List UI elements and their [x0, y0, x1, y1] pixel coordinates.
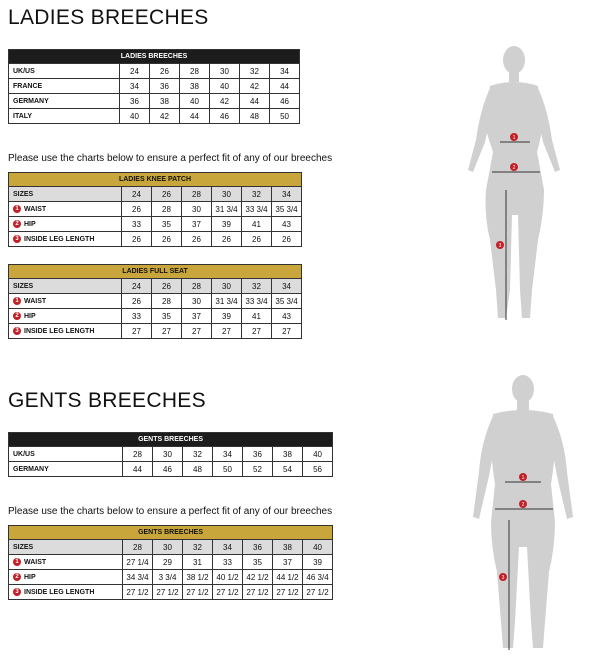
table-cell: 39 [212, 217, 242, 232]
table-cell: 44 [270, 79, 300, 94]
gents-body-figure [465, 372, 585, 657]
table-cell: 30 [212, 279, 242, 294]
table-cell: 46 [210, 109, 240, 124]
table-cell: 56 [303, 462, 333, 477]
table-cell: 48 [183, 462, 213, 477]
table-cell: 38 1/2 [183, 570, 213, 585]
table-cell: 38 [180, 79, 210, 94]
table-cell: 36 [120, 94, 150, 109]
table-cell: 26 [272, 232, 302, 247]
table-cell: 27 [152, 324, 182, 339]
table-cell: 38 [273, 447, 303, 462]
table-cell: 32 [242, 187, 272, 202]
table-cell [9, 570, 123, 585]
svg-text:3: 3 [501, 575, 505, 581]
row-label: INSIDE LEG LENGTH [24, 327, 95, 335]
marker-3-icon [499, 573, 507, 581]
table-cell: 33 3/4 [242, 202, 272, 217]
ladies-knee-patch-table [8, 172, 302, 247]
table-cell: 26 [150, 64, 180, 79]
ladies-full-seat-table [8, 264, 302, 339]
table-cell: SIZES [9, 540, 123, 555]
table-row [9, 279, 302, 294]
table-cell: 26 [152, 279, 182, 294]
table-cell: GERMANY [9, 462, 123, 477]
row-label: HIP [24, 312, 36, 320]
gents-title: GENTS BREECHES [8, 389, 206, 412]
table-cell: 50 [213, 462, 243, 477]
table-cell: 26 [122, 232, 152, 247]
table-cell: 24 [120, 64, 150, 79]
row-label: INSIDE LEG LENGTH [24, 235, 95, 243]
table-row [9, 309, 302, 324]
table-cell: 30 [153, 540, 183, 555]
table-cell: 34 3/4 [123, 570, 153, 585]
table-cell: 34 [270, 64, 300, 79]
table-caption: LADIES BREECHES [9, 50, 300, 64]
table-cell: 44 [180, 109, 210, 124]
table-row [9, 79, 300, 94]
svg-text:2: 2 [521, 502, 525, 508]
table-cell: 33 [213, 555, 243, 570]
table-cell: 42 1/2 [243, 570, 273, 585]
marker-badge: 2 [13, 312, 21, 320]
table-row [9, 109, 300, 124]
table-cell: UK/US [9, 64, 120, 79]
table-cell: 43 [272, 217, 302, 232]
table-cell: 41 [242, 217, 272, 232]
table-caption: LADIES KNEE PATCH [9, 173, 302, 187]
table-row [9, 585, 333, 600]
table-cell: 27 1/2 [183, 585, 213, 600]
table-cell: 32 [183, 540, 213, 555]
table-cell: ITALY [9, 109, 120, 124]
female-silhouette [468, 46, 560, 318]
marker-badge: 1 [13, 205, 21, 213]
table-cell: 35 3/4 [272, 202, 302, 217]
table-cell: 43 [272, 309, 302, 324]
table-cell: 34 [272, 187, 302, 202]
table-cell: 40 1/2 [213, 570, 243, 585]
table-cell: 3 3/4 [153, 570, 183, 585]
table-cell: 33 [122, 309, 152, 324]
table-cell: 44 [240, 94, 270, 109]
table-cell: 27 [272, 324, 302, 339]
table-cell: 30 [210, 64, 240, 79]
table-cell: 40 [210, 79, 240, 94]
table-cell: 28 [123, 540, 153, 555]
table-cell: 28 [180, 64, 210, 79]
table-cell: 40 [303, 447, 333, 462]
table-cell: 42 [240, 79, 270, 94]
table-cell: 27 1/2 [153, 585, 183, 600]
table-row [9, 202, 302, 217]
table-cell: 46 3/4 [303, 570, 333, 585]
table-cell: 30 [182, 202, 212, 217]
marker-1-icon [510, 133, 518, 141]
table-cell: 31 [183, 555, 213, 570]
table-cell: 32 [240, 64, 270, 79]
table-cell: 27 1/4 [123, 555, 153, 570]
row-label: INSIDE LEG LENGTH [24, 588, 95, 596]
table-cell [9, 202, 122, 217]
table-cell: 27 1/2 [213, 585, 243, 600]
table-cell: 30 [212, 187, 242, 202]
table-cell: 31 3/4 [212, 294, 242, 309]
table-cell [9, 217, 122, 232]
table-cell: SIZES [9, 187, 122, 202]
table-cell: 37 [182, 309, 212, 324]
table-row [9, 232, 302, 247]
table-cell: 30 [182, 294, 212, 309]
svg-text:1: 1 [512, 135, 516, 141]
table-cell: 36 [243, 540, 273, 555]
table-cell: 26 [122, 202, 152, 217]
table-row [9, 555, 333, 570]
table-cell [9, 555, 123, 570]
table-cell: 39 [212, 309, 242, 324]
table-cell: 28 [123, 447, 153, 462]
gents-conversion-table [8, 432, 333, 477]
table-cell: 42 [150, 109, 180, 124]
ladies-body-figure [440, 40, 570, 330]
table-cell: 24 [122, 279, 152, 294]
table-cell: 34 [213, 447, 243, 462]
marker-1-icon [519, 473, 527, 481]
marker-badge: 2 [13, 573, 21, 581]
table-cell: 27 [182, 324, 212, 339]
table-cell: 54 [273, 462, 303, 477]
table-cell: 40 [120, 109, 150, 124]
table-cell: 52 [243, 462, 273, 477]
marker-3-icon [496, 241, 504, 249]
table-cell: 50 [270, 109, 300, 124]
table-cell: 37 [182, 217, 212, 232]
row-label: HIP [24, 220, 36, 228]
table-cell: 27 1/2 [123, 585, 153, 600]
table-cell [9, 324, 122, 339]
table-row [9, 217, 302, 232]
table-cell: 36 [150, 79, 180, 94]
table-cell: 26 [122, 294, 152, 309]
row-label: WAIST [24, 205, 47, 213]
table-cell: 40 [180, 94, 210, 109]
table-cell: 38 [150, 94, 180, 109]
table-cell: 27 [212, 324, 242, 339]
table-cell: 44 1/2 [273, 570, 303, 585]
table-cell [9, 585, 123, 600]
table-cell: 26 [182, 232, 212, 247]
gents-fit-note: Please use the charts below to ensure a perfect fit of any of our breeches [8, 506, 333, 517]
gents-measure-table [8, 525, 333, 600]
svg-text:2: 2 [512, 165, 516, 171]
table-cell: UK/US [9, 447, 123, 462]
marker-badge: 1 [13, 558, 21, 566]
table-cell: 26 [152, 232, 182, 247]
table-cell: 33 [122, 217, 152, 232]
table-cell: 42 [210, 94, 240, 109]
table-cell: 48 [240, 109, 270, 124]
marker-badge: 3 [13, 588, 21, 596]
table-cell: 29 [153, 555, 183, 570]
table-cell: 40 [303, 540, 333, 555]
marker-badge: 2 [13, 220, 21, 228]
table-cell: 24 [122, 187, 152, 202]
table-cell: 26 [152, 187, 182, 202]
table-cell: 44 [123, 462, 153, 477]
table-cell: 32 [242, 279, 272, 294]
marker-2-icon [519, 500, 527, 508]
table-cell: 26 [242, 232, 272, 247]
table-row [9, 94, 300, 109]
table-cell: 37 [273, 555, 303, 570]
ladies-title: LADIES BREECHES [8, 6, 209, 29]
male-silhouette [473, 375, 573, 648]
table-caption: GENTS BREECHES [9, 433, 333, 447]
row-label: WAIST [24, 558, 47, 566]
row-label: HIP [24, 573, 36, 581]
table-cell: 27 1/2 [273, 585, 303, 600]
table-cell: 35 [152, 217, 182, 232]
table-cell: 35 3/4 [272, 294, 302, 309]
table-cell: 31 3/4 [212, 202, 242, 217]
svg-text:1: 1 [521, 475, 525, 481]
table-cell: 35 [243, 555, 273, 570]
marker-badge: 3 [13, 235, 21, 243]
table-cell: 27 1/2 [243, 585, 273, 600]
table-row [9, 187, 302, 202]
table-cell: 33 3/4 [242, 294, 272, 309]
table-cell: 34 [213, 540, 243, 555]
table-caption: GENTS BREECHES [9, 526, 333, 540]
table-cell: 34 [120, 79, 150, 94]
table-cell: 27 [242, 324, 272, 339]
table-cell: 28 [182, 279, 212, 294]
table-cell [9, 309, 122, 324]
table-caption: LADIES FULL SEAT [9, 265, 302, 279]
table-cell: 28 [182, 187, 212, 202]
table-row [9, 462, 333, 477]
ladies-conversion-table [8, 49, 300, 124]
table-cell: SIZES [9, 279, 122, 294]
table-cell: 34 [272, 279, 302, 294]
table-row [9, 570, 333, 585]
table-cell: 38 [273, 540, 303, 555]
marker-badge: 1 [13, 297, 21, 305]
table-cell [9, 294, 122, 309]
table-cell [9, 232, 122, 247]
table-cell: 32 [183, 447, 213, 462]
table-cell: 28 [152, 202, 182, 217]
table-cell: 27 [122, 324, 152, 339]
table-cell: 26 [212, 232, 242, 247]
table-cell: GERMANY [9, 94, 120, 109]
table-cell: 28 [152, 294, 182, 309]
table-cell: 30 [153, 447, 183, 462]
table-row [9, 447, 333, 462]
table-cell: 27 1/2 [303, 585, 333, 600]
table-row [9, 64, 300, 79]
svg-text:3: 3 [498, 243, 502, 249]
marker-2-icon [510, 163, 518, 171]
table-row [9, 540, 333, 555]
table-cell: 46 [153, 462, 183, 477]
table-cell: 46 [270, 94, 300, 109]
ladies-fit-note: Please use the charts below to ensure a perfect fit of any of our breeches [8, 153, 333, 164]
marker-badge: 3 [13, 327, 21, 335]
row-label: WAIST [24, 297, 47, 305]
table-cell: 39 [303, 555, 333, 570]
table-row [9, 324, 302, 339]
table-cell: 35 [152, 309, 182, 324]
table-cell: 36 [243, 447, 273, 462]
table-cell: 41 [242, 309, 272, 324]
table-cell: FRANCE [9, 79, 120, 94]
table-row [9, 294, 302, 309]
